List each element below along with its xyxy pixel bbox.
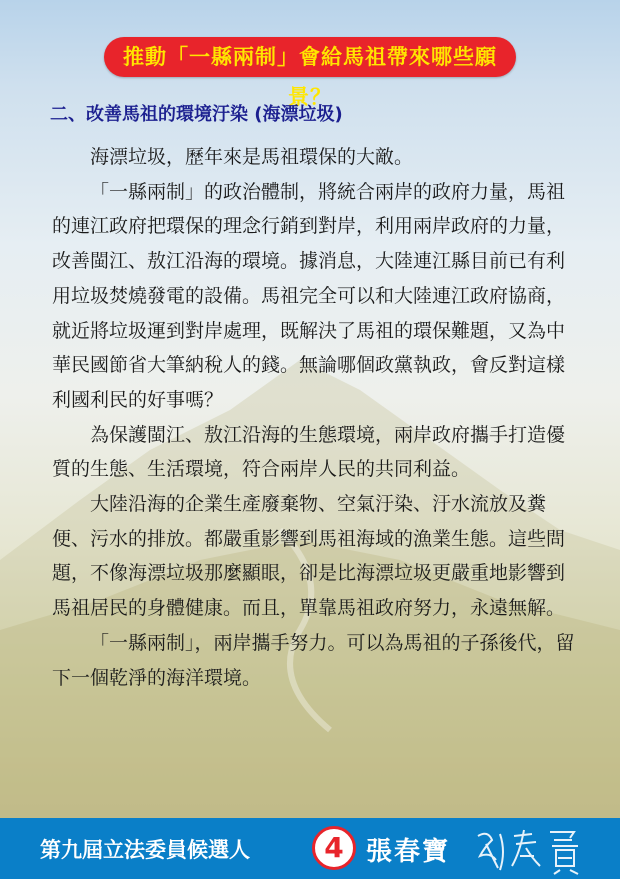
ballot-number-badge	[312, 826, 356, 870]
footer-banner	[0, 818, 620, 879]
paragraph: 為保護閩江、敖江沿海的生態環境，兩岸政府攜手打造優質的生態、生活環境，符合兩岸人民的共同利益。	[52, 423, 566, 481]
paragraph: 海漂垃圾，歷年來是馬祖環保的大敵。	[90, 146, 414, 168]
paragraph: 「一縣兩制」的政治體制，將統合兩岸的政府力量，馬祖的連江政府把環保的理念行銷到對岸，利用兩岸政府的力量，改善閩江、敖江沿海的環境。據消息，大陸連江縣目前已有利用垃圾焚燒發電的設備。馬祖完全可以和大陸連江政府協商，就近將垃圾運到對岸處理，既解決了馬祖的環保難題，又為中華民國節省大筆納稅人的錢。無論哪個政黨執政，會反對這樣利國利民的好事嗎？	[52, 180, 566, 411]
paragraph: 「一縣兩制」，兩岸攜手努力。可以為馬祖的子孫後代，留下一個乾淨的海洋環境。	[52, 631, 575, 689]
page-title: 推動「一縣兩制」會給馬祖帶來哪些願景？	[104, 37, 516, 77]
article-body	[52, 140, 582, 695]
section-heading: 二、改善馬祖的環境汙染 (海漂垃圾)	[50, 104, 343, 125]
candidate-name: 張春寶	[366, 837, 451, 867]
ballot-number: 4	[324, 831, 344, 864]
candidate-title: 第九屆立法委員候選人	[40, 838, 250, 862]
signature-icon	[470, 822, 590, 876]
paragraph: 大陸沿海的企業生產廢棄物、空氣汙染、汙水流放及糞便、污水的排放。都嚴重影響到馬祖海域的漁業生態。這些問題，不像海漂垃圾那麼顯眼，卻是比海漂垃圾更嚴重地影響到馬祖居民的身體健康。而且，單靠馬祖政府努力，永遠無解。	[52, 493, 566, 620]
